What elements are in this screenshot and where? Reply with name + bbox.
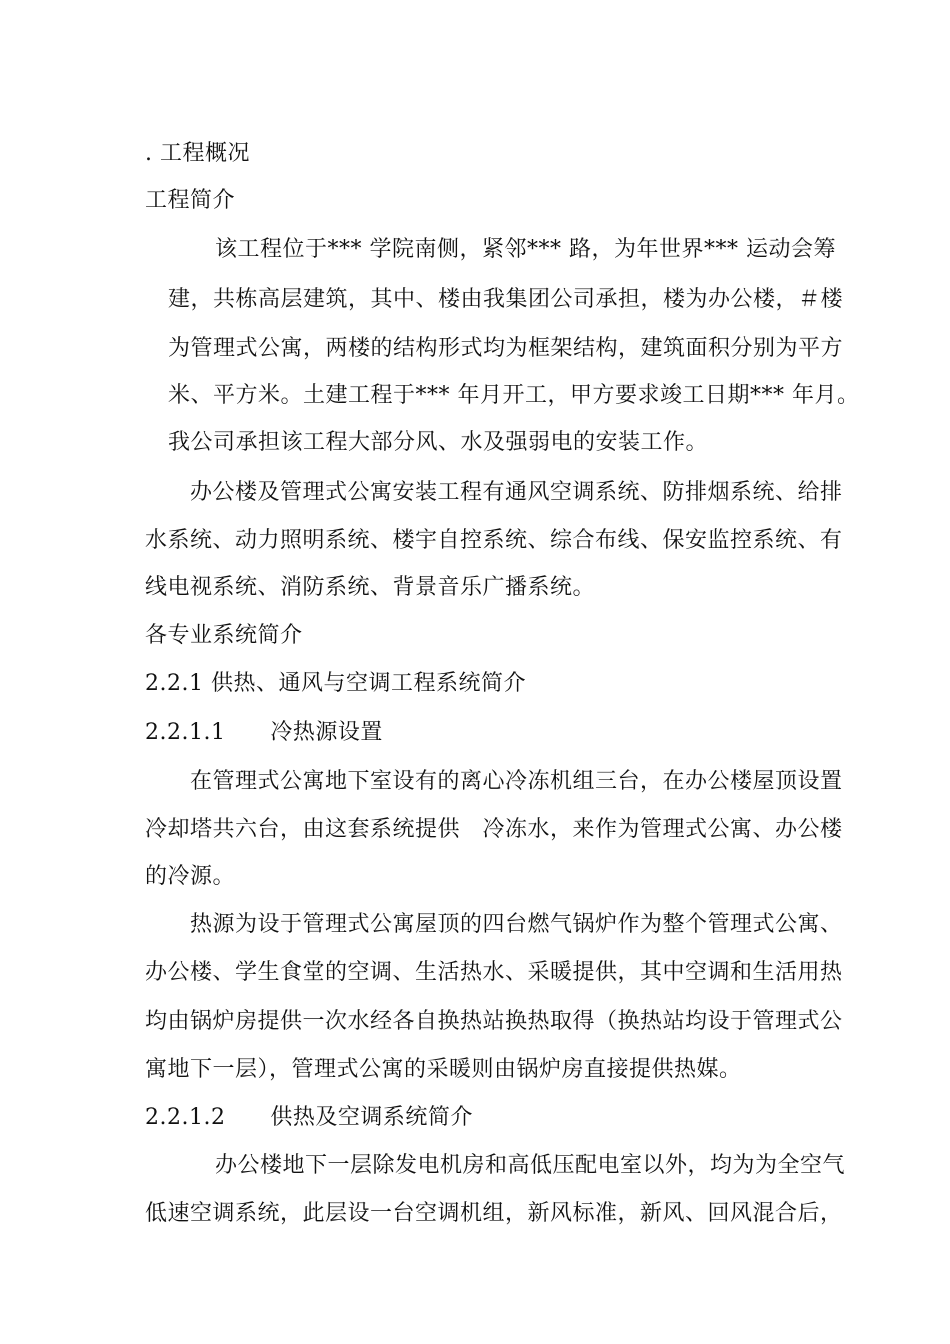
section-title: . 工程概况 [145, 141, 250, 166]
paragraph-line: 我公司承担该工程大部分风、水及强弱电的安装工作。 [168, 430, 709, 455]
paragraph-line: 线电视系统、消防系统、背景音乐广播系统。 [145, 575, 596, 600]
paragraph-line: 该工程位于*** 学院南侧，紧邻*** 路，为年世界*** 运动会筹 [215, 237, 836, 262]
subsection-heading-systems: 各专业系统简介 [145, 623, 303, 648]
paragraph-line: 水系统、动力照明系统、楼宇自控系统、综合布线、保安监控系统、有 [145, 528, 843, 553]
paragraph-line: 的冷源。 [145, 864, 236, 889]
paragraph-line: 低速空调系统，此层设一台空调机组，新风标准，新风、回风混合后， [145, 1201, 843, 1226]
heading-2-2-1: 2.2.1 供热、通风与空调工程系统简介 [145, 671, 526, 696]
subsection-heading-overview: 工程简介 [145, 188, 236, 213]
paragraph-line: 米、平方米。土建工程于*** 年月开工，甲方要求竣工日期*** 年月。 [168, 383, 860, 408]
paragraph-line: 办公楼地下一层除发电机房和高低压配电室以外，均为为全空气 [215, 1153, 846, 1178]
paragraph-line: 均由锅炉房提供一次水经各自换热站换热取得（换热站均设于管理式公 [145, 1009, 843, 1034]
paragraph-line: 为管理式公寓，两楼的结构形式均为框架结构，建筑面积分别为平方 [168, 336, 844, 361]
paragraph-line: 办公楼及管理式公寓安装工程有通风空调系统、防排烟系统、给排 [190, 480, 843, 505]
paragraph-line: 冷却塔共六台，由这套系统提供 冷冻水，来作为管理式公寓、办公楼 [145, 817, 843, 842]
paragraph-line: 寓地下一层），管理式公寓的采暖则由锅炉房直接提供热媒。 [145, 1057, 742, 1082]
paragraph-line: 在管理式公寓地下室设有的离心冷冻机组三台，在办公楼屋顶设置 [190, 769, 843, 794]
heading-2-2-1-2: 2.2.1.2 供热及空调系统简介 [145, 1105, 473, 1130]
paragraph-line: 热源为设于管理式公寓屋顶的四台燃气锅炉作为整个管理式公寓、 [190, 912, 843, 937]
paragraph-line: 建，共栋高层建筑，其中、楼由我集团公司承担，楼为办公楼，＃楼 [168, 287, 844, 312]
heading-2-2-1-1: 2.2.1.1 冷热源设置 [145, 720, 383, 745]
paragraph-line: 办公楼、学生食堂的空调、生活热水、采暖提供，其中空调和生活用热 [145, 960, 843, 985]
